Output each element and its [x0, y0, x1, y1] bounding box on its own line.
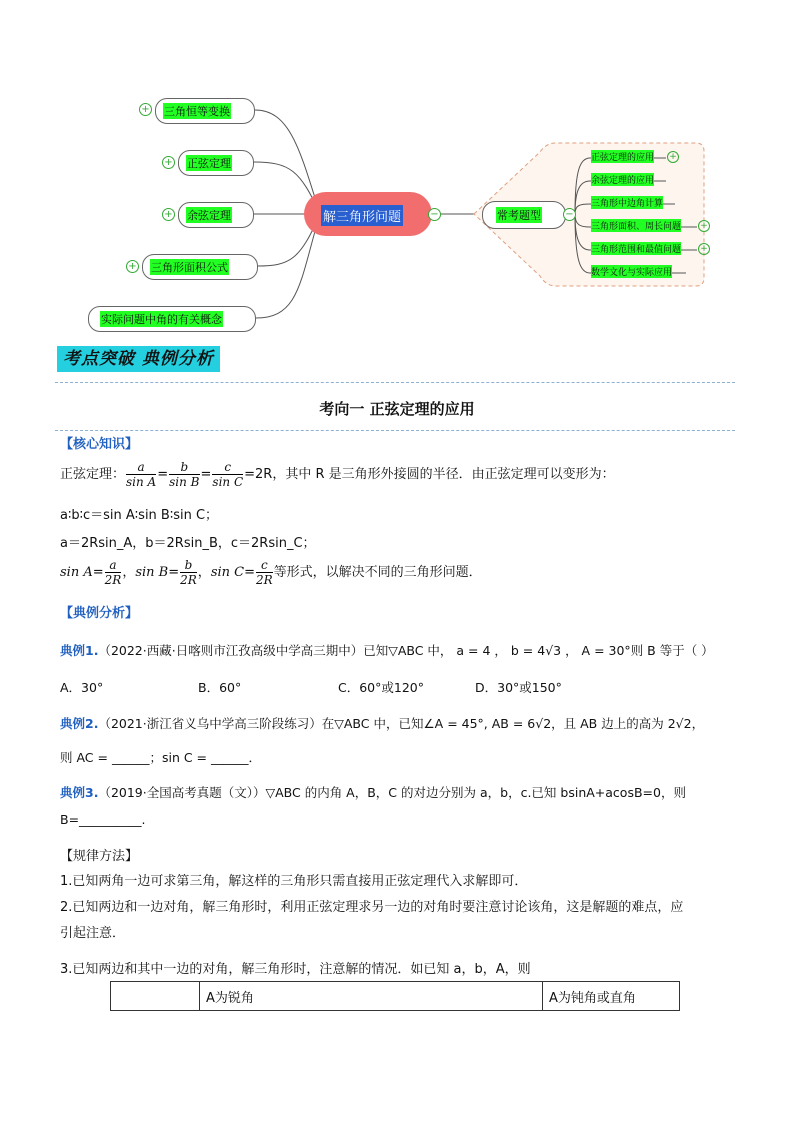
table-cell — [111, 982, 200, 1011]
mindmap-item[interactable]: 数学文化与实际应用 — [591, 265, 672, 278]
sine-formula-line: sin A= $\frac{a}{2R}$ ，sin B= $\frac{b}{2R}$ ，sin C= $\frac{c}{2R}$ 等形式，以解决不同的三角形问题． — [60, 558, 482, 587]
sine-law-suffix: =2R，其中 R 是三角形外接圆的半径．由正弦定理可以变形为： — [244, 467, 615, 482]
example-1: 典例1.（2022·西藏·日喀则市江孜高级中学高三期中）已知▽ABC 中， a = 4 ， b = 4√3 ， A = 30°则 B 等于（ ） — [60, 643, 714, 658]
option-a[interactable]: A．30° — [60, 680, 104, 695]
cases-table — [110, 981, 680, 1011]
method-item: 引起注意． — [60, 926, 126, 941]
table-row — [111, 982, 680, 1011]
examples-tag: 【典例分析】 — [60, 606, 139, 621]
fraction-a-over-sinA: $\frac{a}{\text{sin A}}$ — [126, 460, 157, 489]
divider — [55, 430, 735, 431]
core-knowledge-tag: 【核心知识】 — [60, 437, 139, 452]
section-title: 考向一 正弦定理的应用 — [319, 400, 475, 418]
expand-icon[interactable]: + — [126, 260, 139, 273]
option-c[interactable]: C．60°或120° — [338, 680, 424, 695]
mindmap-item[interactable]: 三角形范围和最值问题 — [591, 242, 681, 255]
mindmap-item[interactable]: 余弦定理的应用 — [591, 173, 654, 186]
expand-icon[interactable]: + — [162, 208, 175, 221]
option-b[interactable]: B．60° — [198, 680, 242, 695]
expand-icon[interactable]: + — [162, 156, 175, 169]
mindmap-item[interactable]: 三角形面积、周长问题 — [591, 219, 681, 232]
mindmap-label: 正弦定理 — [187, 157, 231, 170]
example-3: 典例3.（2019·全国高考真题（文））▽ABC 的内角 A，B，C 的对边分别为 a，b，c.已知 bsinA+acosB=0，则 — [60, 785, 686, 800]
expand-icon[interactable]: + — [667, 151, 679, 163]
side-formula-line: a＝2Rsin_A，b＝2Rsin_B，c＝2Rsin_C； — [60, 536, 316, 551]
fraction-c-over-sinC: $\frac{c}{\text{sin C}}$ — [212, 460, 244, 489]
mindmap-center-label: 解三角形问题 — [321, 205, 403, 226]
mindmap-label: 三角形面积公式 — [151, 261, 228, 274]
divider — [55, 382, 735, 383]
mindmap-item[interactable]: 三角形中边角计算 — [591, 196, 663, 209]
method-item: 2.已知两边和一边对角，解三角形时，利用正弦定理求另一边的对角时要注意讨论该角，这是解题的难点，应 — [60, 900, 684, 915]
section-banner: 考点突破 典例分析 — [57, 346, 220, 372]
expand-icon[interactable]: + — [139, 103, 152, 116]
fraction-b-over-sinB: $\frac{b}{\text{sin B}}$ — [169, 460, 200, 489]
expand-icon[interactable]: + — [698, 220, 710, 232]
table-cell: A为锐角 — [200, 982, 543, 1011]
mind-map — [0, 0, 794, 340]
collapse-icon[interactable]: − — [563, 208, 576, 221]
method-item: 1.已知两角一边可求第三角，解这样的三角形只需直接用正弦定理代入求解即可． — [60, 874, 528, 889]
sine-law-line: 正弦定理： $\frac{a}{\text{sin A}}$ = $\frac{b}{\text{sin B}}$ = $\frac{c}{\text{sin C}}$ =2R，其中 R 是三角形外接圆的半径．由正弦定理可以变形为： — [60, 460, 615, 489]
example-2-blanks: 则 AC = ______；sin C = ______． — [60, 750, 261, 765]
example-3-blank: B=__________. — [60, 812, 146, 827]
ratio-line: a∶b∶c＝sin A∶sin B∶sin C； — [60, 508, 219, 523]
expand-icon[interactable]: + — [698, 243, 710, 255]
mindmap-label: 余弦定理 — [187, 209, 231, 222]
example-2: 典例2.（2021·浙江省义乌中学高三阶段练习）在▽ABC 中，已知∠A = 45°, AB = 6√2，且 AB 边上的高为 2√2， — [60, 716, 705, 731]
mindmap-label: 三角恒等变换 — [164, 105, 230, 118]
sine-law-prefix: 正弦定理： — [60, 467, 126, 482]
method-item: 3.已知两边和其中一边的对角，解三角形时，注意解的情况．如已知 a，b，A，则 — [60, 962, 531, 977]
option-d[interactable]: D．30°或150° — [475, 680, 562, 695]
mindmap-label: 实际问题中角的有关概念 — [101, 313, 222, 326]
table-cell: A为钝角或直角 — [543, 982, 680, 1011]
method-tag: 【规律方法】 — [60, 849, 139, 864]
sine-formula-suffix: 等形式，以解决不同的三角形问题． — [273, 565, 482, 580]
mindmap-label: 常考题型 — [497, 209, 541, 222]
collapse-icon[interactable]: − — [428, 208, 441, 221]
mindmap-item[interactable]: 正弦定理的应用 — [591, 150, 654, 163]
